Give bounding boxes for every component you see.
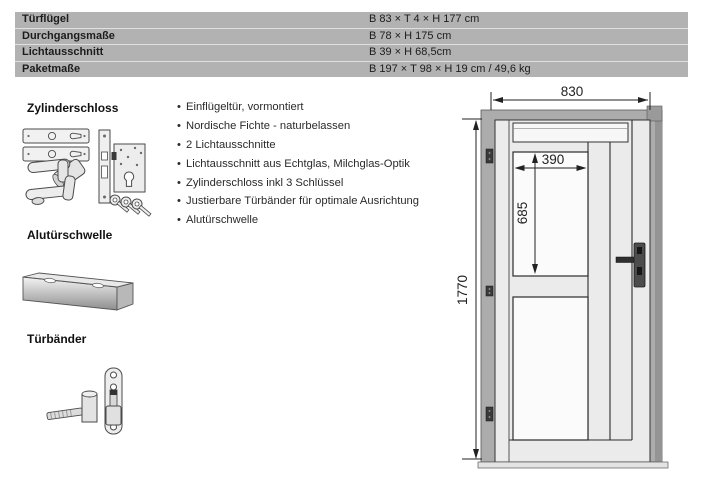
list-item <box>177 196 437 208</box>
feature-text: Nordische Fichte - naturbelassen <box>186 119 351 132</box>
aluminium-threshold-illustration-icon <box>16 262 146 322</box>
bullet-icon: • <box>177 101 181 113</box>
threshold-heading: Alutürschwelle <box>27 228 113 242</box>
spec-label: Lichtausschnitt <box>22 46 104 59</box>
list-item <box>177 140 437 152</box>
bullet-icon: • <box>177 157 181 170</box>
feature-text: Alutürschwelle <box>186 214 259 227</box>
keys-icon <box>108 193 153 219</box>
spec-value: B 39 × H 68,5cm <box>369 46 452 59</box>
list-item <box>177 178 437 190</box>
bullet-icon: • <box>177 195 181 208</box>
spec-value: B 83 × T 4 × H 177 cm <box>369 13 480 26</box>
bullet-icon: • <box>177 176 181 189</box>
list-item <box>177 159 437 171</box>
feature-text: Justierbare Türbänder für optimale Ausrichtung <box>186 195 419 208</box>
spec-value: B 197 × T 98 × H 19 cm / 49,6 kg <box>369 62 531 75</box>
table-row <box>15 12 688 29</box>
cylinder-lock-illustration-icon <box>14 120 164 220</box>
list-item <box>177 102 437 114</box>
dim-label-830: 830 <box>560 84 584 99</box>
spec-label: Durchgangsmaße <box>22 29 115 42</box>
spec-table <box>15 12 688 77</box>
dimension-total-width <box>491 84 650 110</box>
door-hinge-illustration-icon <box>42 362 137 447</box>
bullet-icon: • <box>177 119 181 132</box>
threshold-profile <box>478 462 668 468</box>
feature-text: Lichtausschnitt aus Echtglas, Milchglas-Optik <box>186 157 410 170</box>
table-row <box>15 62 688 78</box>
dimension-total-height <box>455 119 482 459</box>
dim-label-390: 390 <box>541 152 565 167</box>
hinge-heading: Türbänder <box>27 332 87 346</box>
door-technical-drawing <box>440 80 702 480</box>
lower-glass-lite <box>513 297 588 440</box>
dim-label-1770: 1770 <box>455 274 470 306</box>
spec-label: Paketmaße <box>22 62 81 75</box>
dim-label-685: 685 <box>515 201 530 225</box>
list-item <box>177 215 437 227</box>
list-item <box>177 121 437 133</box>
feature-text: 2 Lichtausschnitte <box>186 138 276 151</box>
spec-label: Türflügel <box>22 13 70 26</box>
bullet-icon: • <box>177 138 181 151</box>
spec-value: B 78 × H 175 cm <box>369 29 452 42</box>
bullet-icon: • <box>177 214 181 227</box>
transom-window <box>513 123 628 142</box>
feature-list <box>177 102 437 234</box>
feature-text: Einflügeltür, vormontiert <box>186 101 304 113</box>
table-row <box>15 45 688 62</box>
lock-heading: Zylinderschloss <box>27 101 119 115</box>
feature-text: Zylinderschloss inkl 3 Schlüssel <box>186 176 344 189</box>
table-row <box>15 29 688 46</box>
